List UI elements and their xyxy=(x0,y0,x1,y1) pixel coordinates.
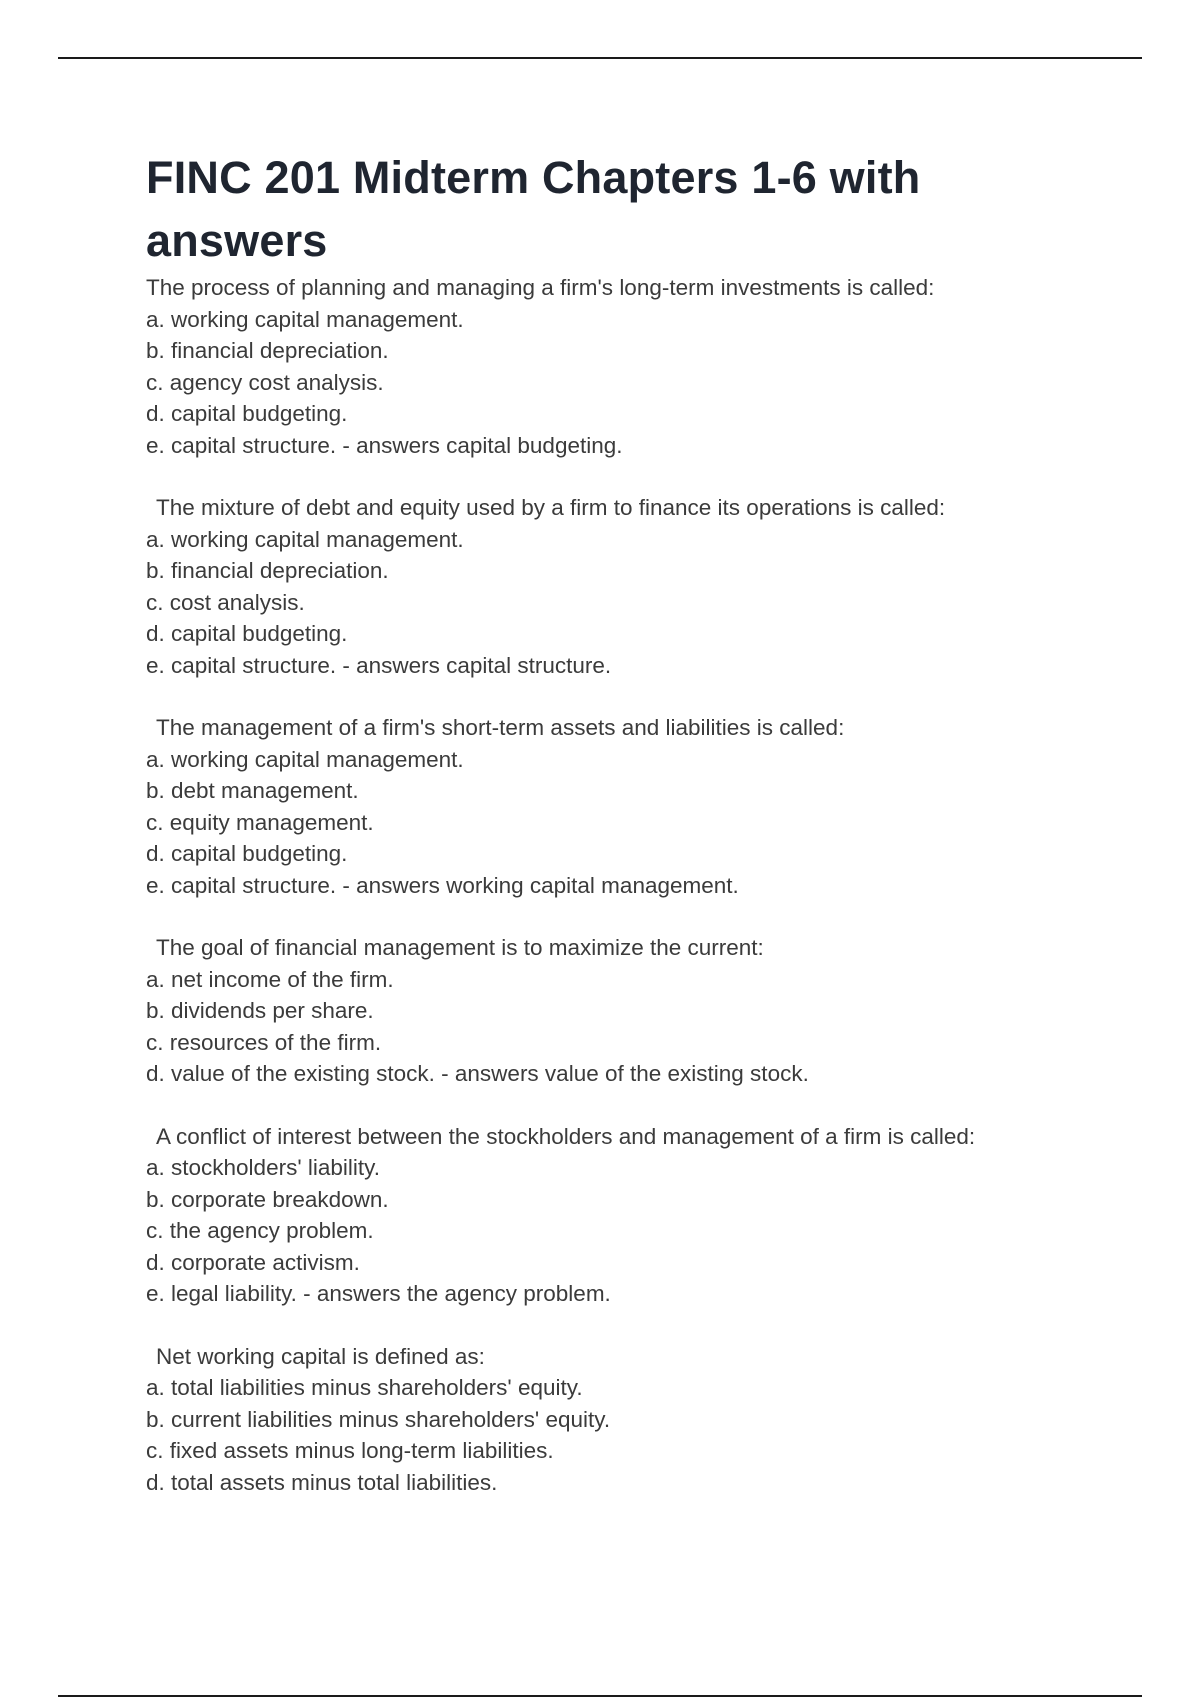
bottom-rule xyxy=(58,1695,1142,1697)
answer-option: c. agency cost analysis. xyxy=(146,369,384,395)
answer-option: b. debt management. xyxy=(146,778,359,803)
question-stem: The mixture of debt and equity used by a firm to finance its operations is called: xyxy=(156,495,946,520)
answer-option: e. legal liability. - answers the agency problem. xyxy=(146,1281,611,1306)
answer-option: a. working capital management. xyxy=(146,306,464,332)
answer-option: c. the agency problem. xyxy=(146,1218,374,1243)
answer-option: e. capital structure. - answers capital budgeting. xyxy=(146,432,623,458)
question-stem: A conflict of interest between the stockholders and management of a firm is called: xyxy=(156,1123,976,1149)
answer-option: c. resources of the firm. xyxy=(146,1029,382,1055)
answer-option: c. equity management. xyxy=(146,809,374,835)
question-stem: The management of a firm's short-term assets and liabilities is called: xyxy=(156,715,845,740)
document-body xyxy=(146,146,1106,1498)
answer-option: d. capital budgeting. xyxy=(146,621,348,646)
question-stem: Net working capital is defined as: xyxy=(156,1343,485,1369)
answer-option: e. capital structure. - answers working capital management. xyxy=(146,872,739,898)
answer-option: c. fixed assets minus long-term liabilities. xyxy=(146,1438,554,1463)
answer-option: d. total assets minus total liabilities. xyxy=(146,1469,498,1495)
question-1 xyxy=(146,272,1106,461)
answer-option: d. capital budgeting. xyxy=(146,401,348,426)
answer-option: d. corporate activism. xyxy=(146,1249,360,1275)
question-5 xyxy=(146,1121,1106,1310)
answer-option: b. financial depreciation. xyxy=(146,338,389,363)
answer-option: e. capital structure. - answers capital structure. xyxy=(146,652,612,678)
answer-option: b. current liabilities minus shareholders' equity. xyxy=(146,1406,611,1432)
question-3 xyxy=(146,712,1106,901)
answer-option: b. corporate breakdown. xyxy=(146,1186,389,1212)
answer-option: d. value of the existing stock. - answers value of the existing stock. xyxy=(146,1061,809,1086)
answer-option: a. working capital management. xyxy=(146,526,464,552)
top-rule xyxy=(58,57,1142,59)
question-2 xyxy=(146,492,1106,681)
answer-option: a. working capital management. xyxy=(146,746,464,772)
question-4 xyxy=(146,932,1106,1090)
question-6 xyxy=(146,1341,1106,1499)
answer-option: b. financial depreciation. xyxy=(146,558,389,583)
answer-option: a. net income of the firm. xyxy=(146,966,394,992)
answer-option: a. total liabilities minus shareholders' equity. xyxy=(146,1375,583,1400)
document-title: FINC 201 Midterm Chapters 1-6 with answers xyxy=(146,152,921,266)
answer-option: a. stockholders' liability. xyxy=(146,1155,380,1180)
question-stem: The goal of financial management is to maximize the current: xyxy=(156,935,764,960)
answer-option: b. dividends per share. xyxy=(146,998,374,1023)
question-stem: The process of planning and managing a firm's long-term investments is called: xyxy=(146,275,935,300)
answer-option: c. cost analysis. xyxy=(146,589,305,615)
answer-option: d. capital budgeting. xyxy=(146,841,348,866)
